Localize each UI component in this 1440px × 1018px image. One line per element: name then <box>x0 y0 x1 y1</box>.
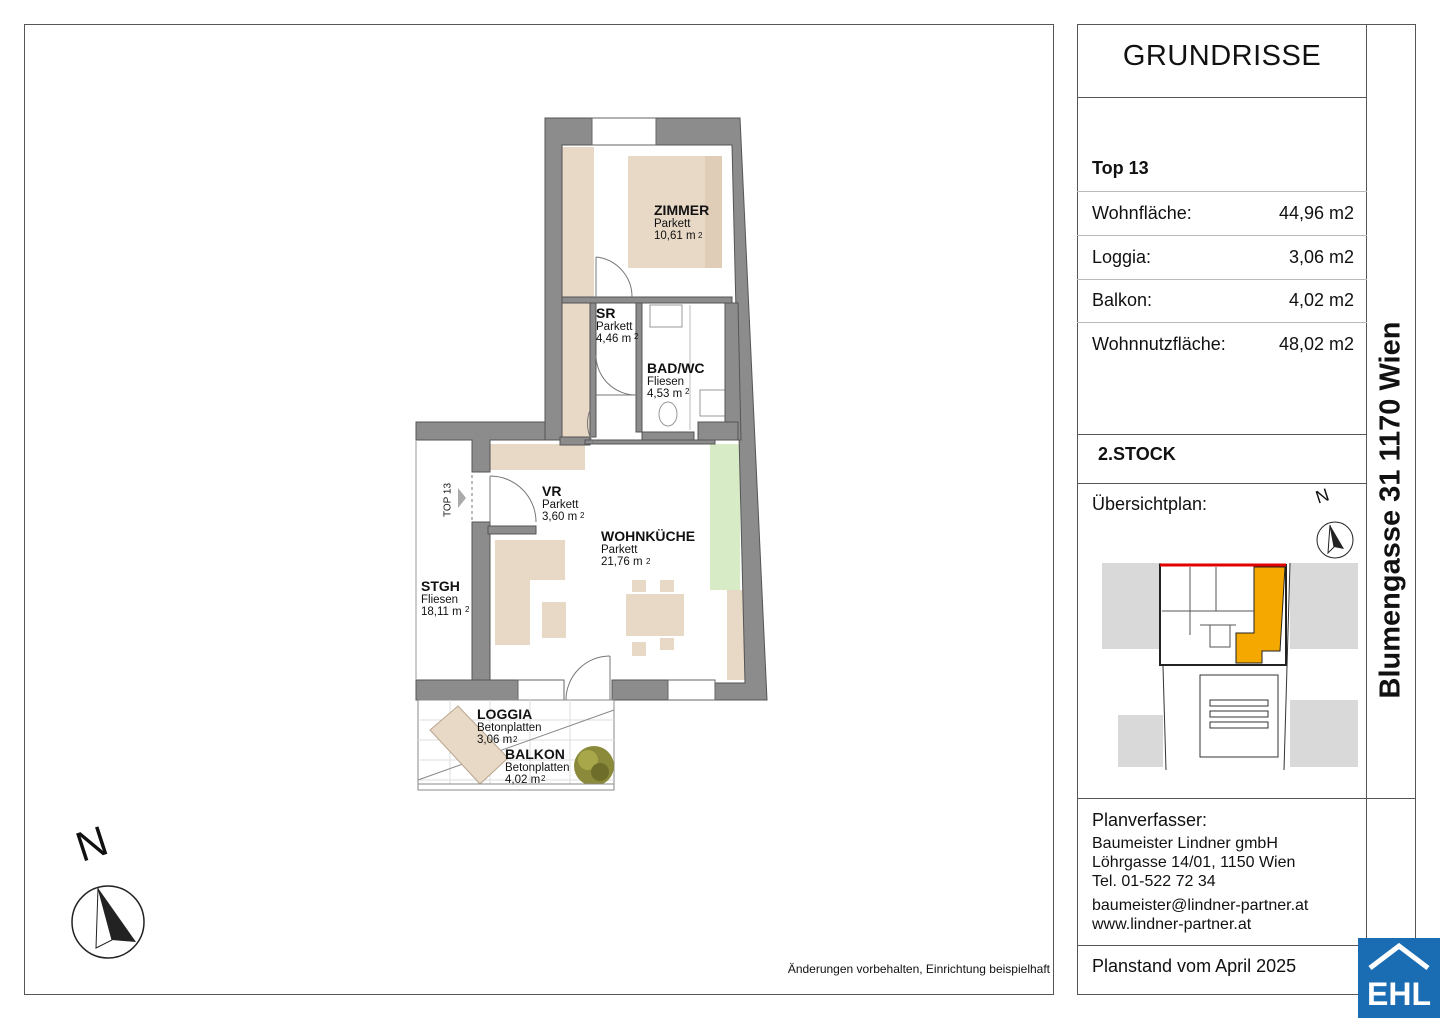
room-material: Parkett <box>601 544 638 556</box>
svg-text:2: 2 <box>698 231 703 240</box>
divider <box>1077 322 1367 323</box>
svg-text:2: 2 <box>634 332 639 341</box>
room-material: Fliesen <box>647 376 685 388</box>
area-label: Wohnnutzfläche: <box>1092 334 1226 354</box>
room-name: BAD/WC <box>647 360 705 376</box>
room-sr <box>596 305 632 345</box>
area-label: Wohnfläche: <box>1092 203 1192 223</box>
room-material: Betonplatten <box>477 722 542 734</box>
room-material: Parkett <box>654 218 691 230</box>
shelf-sr <box>562 303 590 437</box>
chair-4 <box>660 638 674 650</box>
room-name: STGH <box>421 578 460 594</box>
room-material: Parkett <box>542 499 579 511</box>
divider <box>1077 279 1367 280</box>
area-value: 48,02 m2 <box>1278 334 1354 354</box>
coffee-table <box>542 602 566 638</box>
chair-2 <box>660 580 674 592</box>
ehl-logo <box>1358 938 1440 1018</box>
area-value: 44,96 m2 <box>1278 203 1354 223</box>
room-area: 10,61 m <box>654 230 696 242</box>
planner-phone: Tel. 01-522 72 34 <box>1092 873 1216 890</box>
room-loggia <box>477 706 542 746</box>
kitchen-counter <box>710 444 740 590</box>
sideboard <box>727 590 745 680</box>
room-area: 3,06 m <box>477 734 513 746</box>
north-compass-icon <box>72 886 144 958</box>
room-zimmer <box>654 202 709 242</box>
room-wohnkueche <box>601 528 695 568</box>
room-area: 21,76 m <box>601 556 643 568</box>
area-value: 4,02 m2 <box>1288 290 1354 310</box>
room-bad-wc <box>647 360 705 400</box>
room-area: 3,60 m <box>542 511 578 523</box>
svg-text:2: 2 <box>465 605 470 614</box>
house-icon <box>1358 938 1440 978</box>
room-stgh <box>421 578 462 618</box>
svg-text:2: 2 <box>646 557 651 566</box>
room-name: VR <box>542 483 562 499</box>
divider <box>1077 235 1367 236</box>
plan-date: Planstand vom April 2025 <box>1092 956 1297 976</box>
planner-street: Löhrgasse 14/01, 1150 Wien <box>1092 854 1296 871</box>
svg-text:2: 2 <box>685 387 690 396</box>
room-area: 4,53 m <box>647 388 683 400</box>
room-vr <box>542 483 578 523</box>
area-value: 3,06 m2 <box>1288 247 1354 267</box>
room-name: LOGGIA <box>477 706 533 722</box>
room-area: 4,02 m <box>505 774 541 786</box>
unit-door-label: TOP 13 <box>442 482 454 518</box>
room-name: WOHNKÜCHE <box>601 528 696 544</box>
svg-text:2: 2 <box>541 774 546 783</box>
room-balkon <box>505 746 570 786</box>
divider <box>1077 191 1367 192</box>
floor-label: 2.STOCK <box>1098 444 1176 464</box>
unit-name: Top 13 <box>1092 158 1149 178</box>
svg-text:2: 2 <box>580 511 585 520</box>
planner-website[interactable]: www.lindner-partner.at <box>1092 916 1252 933</box>
room-name: ZIMMER <box>654 202 710 218</box>
divider <box>1077 798 1416 799</box>
room-name: SR <box>596 305 616 321</box>
room-area: 4,46 m <box>596 333 632 345</box>
address-column-divider <box>1366 24 1367 995</box>
overview-north-label: N <box>1313 484 1332 508</box>
room-material: Parkett <box>596 321 633 333</box>
divider <box>1077 434 1367 435</box>
planner-company: Baumeister Lindner gmbH <box>1092 835 1278 852</box>
svg-text:2: 2 <box>513 735 518 744</box>
room-area: 18,11 m <box>421 606 462 618</box>
compass-north-label: N <box>70 816 114 871</box>
room-material: Betonplatten <box>505 762 570 774</box>
area-label: Balkon: <box>1092 290 1153 310</box>
disclaimer: Änderungen vorbehalten, Einrichtung beispielhaft <box>787 962 1050 976</box>
overview-label: Übersichtplan: <box>1092 494 1208 514</box>
wardrobe-zimmer <box>562 147 594 297</box>
planner-heading: Planverfasser: <box>1092 810 1208 830</box>
page-title: GRUNDRISSE <box>1122 40 1322 72</box>
address: Blumengasse 31 1170 Wien <box>1374 321 1407 699</box>
overview-site-plan <box>1080 515 1365 775</box>
dining-table <box>626 594 684 636</box>
divider <box>1077 97 1367 98</box>
unit-entry-arrow <box>458 488 466 508</box>
planner-email[interactable]: baumeister@lindner-partner.at <box>1092 897 1309 914</box>
chair-3 <box>632 642 646 656</box>
wardrobe-vr <box>490 444 585 470</box>
chair-1 <box>632 580 646 592</box>
logo-text: EHL <box>1367 976 1431 1012</box>
area-label: Loggia: <box>1092 247 1152 267</box>
room-name: BALKON <box>505 746 565 762</box>
room-material: Fliesen <box>421 594 459 606</box>
